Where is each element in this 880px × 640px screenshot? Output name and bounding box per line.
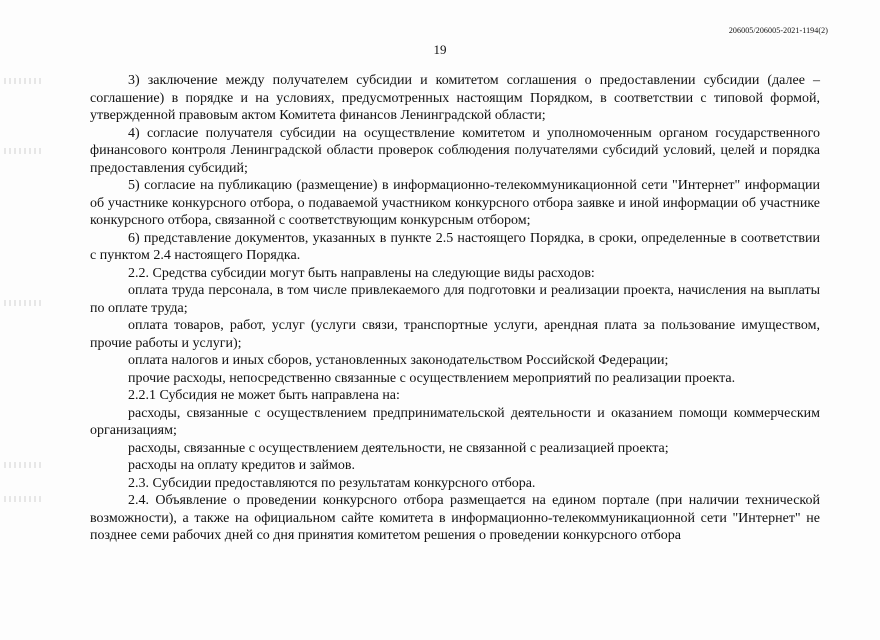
document-id: 206005/206005-2021-1194(2)	[728, 26, 828, 35]
paragraph: расходы, связанные с осуществлением предпринимательской деятельности и оказанием помощи коммерческим организациям;	[90, 405, 820, 438]
paragraph: 4) согласие получателя субсидии на осуществление комитетом и уполномоченным органом государственного финансового контроля Ленинградской области проверок соблюдения получателями субсидий условий, целей и порядка предоставления субсидий;	[90, 125, 820, 176]
paragraph: расходы, связанные с осуществлением деятельности, не связанной с реализацией проекта;	[128, 440, 669, 456]
section-heading: 2.3. Субсидии предоставляются по результатам конкурсного отбора.	[128, 475, 536, 491]
paragraph: расходы на оплату кредитов и займов.	[128, 458, 355, 473]
scan-artifact	[4, 300, 44, 306]
scan-artifact	[4, 462, 44, 468]
paragraph: оплата труда персонала, в том числе привлекаемого для подготовки и реализации проекта, начисления на выплаты по оплате труда;	[90, 283, 820, 316]
paragraph: прочие расходы, непосредственно связанные с осуществлением мероприятий по реализации проекта.	[128, 370, 736, 386]
paragraph: 6) представление документов, указанных в пункте 2.5 настоящего Порядка, в сроки, определенные в соответствии с пунктом 2.4 настоящего Порядка.	[90, 230, 820, 263]
section-heading: 2.2. Средства субсидии могут быть направлены на следующие виды расходов:	[128, 265, 595, 281]
scan-artifact	[4, 78, 44, 84]
paragraph: оплата налогов и иных сборов, установленных законодательством Российской Федерации;	[128, 353, 669, 368]
document-body	[90, 72, 820, 545]
page-number: 19	[433, 42, 447, 57]
paragraph: 5) согласие на публикацию (размещение) в информационно-телекоммуникационной сети "Интернет" информации об участнике конкурсного отбора, о подаваемой участником конкурсного отбора заявке и иной информации об участнике конкурсного отбора, связанной с соответствующим конкурсным отбором;	[90, 178, 820, 228]
scan-artifact	[4, 496, 44, 502]
paragraph: 2.4. Объявление о проведении конкурсного отбора размещается на едином портале (при наличии технической возможности), а также на официальном сайте комитета в информационно-телекоммуникационной сети "Интернет" не позднее семи рабочих дней со дня принятия комитетом решения о проведении конкурсного отбора	[90, 493, 820, 543]
section-heading: 2.2.1 Субсидия не может быть направлена на:	[128, 388, 400, 403]
paragraph: 3) заключение между получателем субсидии и комитетом соглашения о предоставлении субсидии (далее – соглашение) в порядке и на условиях, предусмотренных настоящим Порядком, в соответствии с типовой формой, утвержденной правовым актом Комитета финансов Ленинградской области;	[90, 73, 820, 123]
paragraph: оплата товаров, работ, услуг (услуги связи, транспортные услуги, арендная плата за пользование имуществом, прочие работы и услуги);	[90, 318, 820, 351]
scan-artifact	[4, 148, 44, 154]
